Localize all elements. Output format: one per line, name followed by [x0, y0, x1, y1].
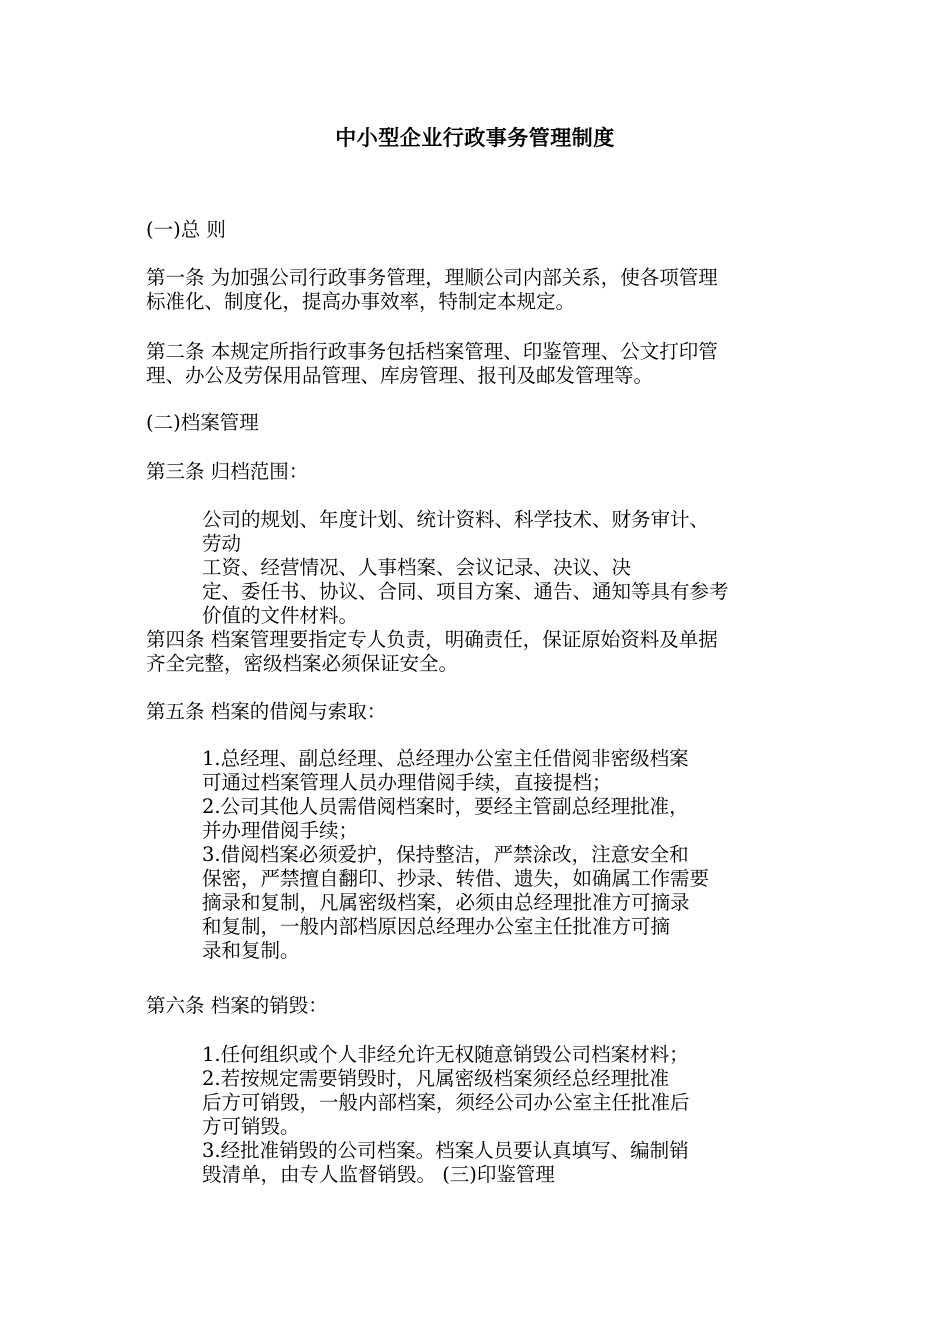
article-6-items [202, 1043, 757, 1187]
article-5: 第五条 档案的借阅与索取： [146, 700, 387, 723]
article-3-body-line-4: 价值的文件材料。 [202, 604, 359, 627]
article-4 [146, 628, 808, 676]
article-6-item-line: 后方可销毁，一般内部档案，须经公司办公室主任批准后 [202, 1091, 690, 1114]
article-3-body-line-1: 公司的规划、年度计划、统计资料、科学技术、财务审计、 [202, 508, 710, 531]
article-1-line-1: 第一条 为加强公司行政事务管理，理顺公司内部关系，使各项管理 [146, 266, 718, 289]
article-2 [146, 340, 808, 388]
article-6-item-line: 3.经批准销毁的公司档案。档案人员要认真填写、编制销 [202, 1139, 689, 1162]
article-5-item-line: 3.借阅档案必须爱护，保持整洁，严禁涂改，注意安全和 [202, 843, 689, 866]
article-5-item-line: 并办理借阅手续； [202, 819, 359, 842]
article-5-item-line: 保密，严禁擅自翻印、抄录、转借、遗失，如确属工作需要 [202, 867, 710, 890]
article-6-item-line: 方可销毁。 [202, 1115, 300, 1138]
article-1 [146, 266, 808, 314]
article-6-item-line: 1.任何组织或个人非经允许无权随意销毁公司档案材料； [202, 1043, 689, 1066]
article-5-item-line: 录和复制。 [202, 939, 300, 962]
article-6-item-line: 毁清单，由专人监督销毁。 (三)印鉴管理 [202, 1163, 555, 1186]
section-1-heading: (一)总 则 [146, 218, 226, 241]
article-2-line-2: 理、办公及劳保用品管理、库房管理、报刊及邮发管理等。 [146, 364, 654, 387]
article-5-item-line: 摘录和复制，凡属密级档案，必须由总经理批准方可摘录 [202, 891, 690, 914]
article-3-body-line-3: 定、委任书、协议、合同、项目方案、通告、通知等具有参考 [202, 580, 729, 603]
article-3-body-line-2 [202, 532, 757, 580]
article-5-items [202, 747, 757, 963]
article-6: 第六条 档案的销毁： [146, 994, 328, 1017]
article-6-item-line: 2.若按规定需要销毁时，凡属密级档案须经总经理批准 [202, 1067, 670, 1090]
article-5-item-line: 2.公司其他人员需借阅档案时，要经主管副总经理批准， [202, 795, 689, 818]
article-2-line-1: 第二条 本规定所指行政事务包括档案管理、印鉴管理、公文打印管 [146, 340, 718, 363]
article-3-body-line-2b: 工资、经营情况、人事档案、会议记录、决议、决 [202, 556, 632, 579]
article-3-body-line-2a: 劳动 [202, 532, 242, 555]
article-4-line-1: 第四条 档案管理要指定专人负责，明确责任，保证原始资料及单据 [146, 628, 718, 651]
article-5-item-line: 和复制，一般内部档原因总经理办公室主任批准方可摘 [202, 915, 671, 938]
article-1-line-2: 标准化、制度化，提高办事效率，特制定本规定。 [146, 290, 576, 313]
document-title: 中小型企业行政事务管理制度 [335, 125, 615, 150]
article-3: 第三条 归档范围： [146, 460, 309, 483]
article-5-item-line: 1.总经理、副总经理、总经理办公室主任借阅非密级档案 [202, 747, 689, 770]
article-5-item-line: 可通过档案管理人员办理借阅手续，直接提档； [202, 771, 612, 794]
section-2-heading: (二)档案管理 [146, 411, 259, 434]
article-3-body [202, 508, 757, 628]
article-4-line-2: 齐全完整，密级档案必须保证安全。 [146, 652, 459, 675]
